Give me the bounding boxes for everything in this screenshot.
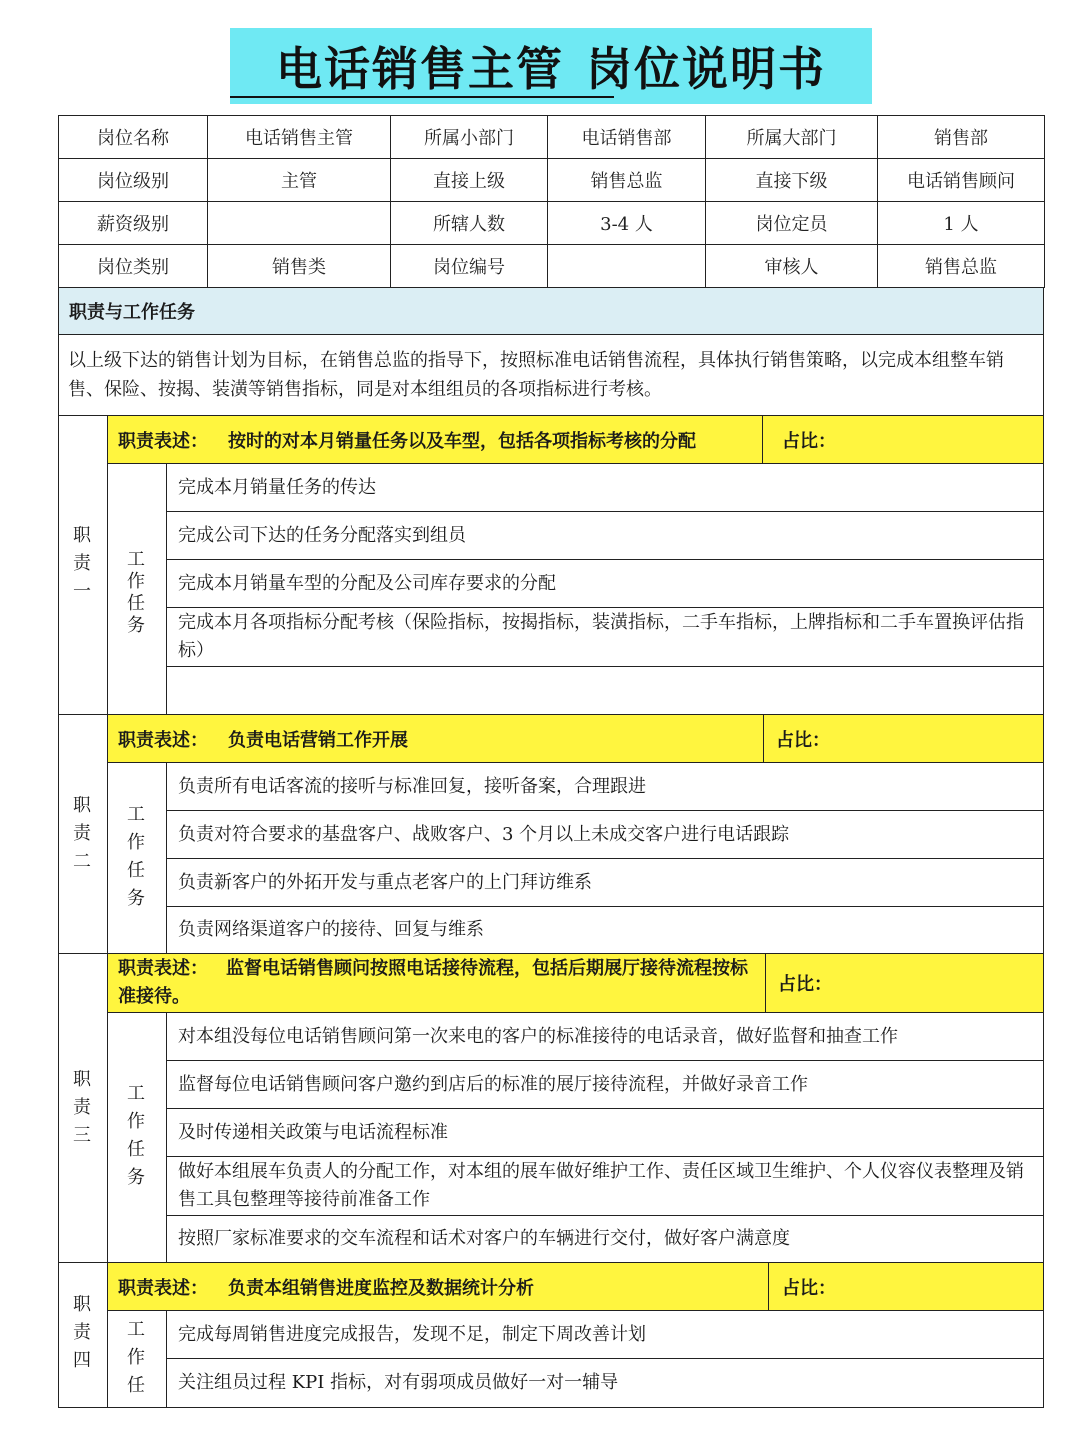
duty-label: 职责表述： <box>118 1277 208 1299</box>
task-item: 完成每周销售进度完成报告，发现不足，制定下周改善计划 <box>178 1323 646 1345</box>
info-row <box>59 116 1045 159</box>
section-header: 职责与工作任务 <box>59 288 1043 334</box>
info-cell: 岗位编号 <box>391 245 548 288</box>
task-item: 按照厂家标准要求的交车流程和话术对客户的车辆进行交付，做好客户满意度 <box>178 1228 790 1249</box>
divider <box>166 1310 167 1408</box>
info-cell <box>208 202 391 245</box>
summary-text: 以上级下达的销售计划为目标，在销售总监的指导下，按照标准电话销售流程，具体执行销售策略，以完成本组整车销售、保险、按揭、装潢等销售指标，同是对本组组员的各项指标进行考核。 <box>68 350 1004 400</box>
info-cell: 所属大部门 <box>706 116 878 159</box>
info-cell: 销售类 <box>208 245 391 288</box>
info-row <box>59 245 1045 288</box>
task-item: 做好本组展车负责人的分配工作，对本组的展车做好维护工作、责任区域卫生维护、个人仪容仪表整理及销售工具包整理等接待前准备工作 <box>178 1161 1024 1210</box>
info-row <box>59 159 1045 202</box>
duty-name: 职 责 二 <box>73 795 91 872</box>
info-row <box>59 202 1045 245</box>
info-cell: 销售总监 <box>548 159 706 202</box>
info-cell: 3-4 人 <box>548 202 706 245</box>
duty-ratio: 占比： <box>782 430 836 452</box>
divider <box>768 1262 769 1310</box>
duty-ratio: 占比： <box>778 974 832 995</box>
divider <box>107 415 108 1408</box>
duty-statement-text: 职责表述： 监督电话销售顾问按照电话接待流程，包括后期展厅接待流程按标准接待。 <box>118 958 748 1007</box>
info-cell: 岗位定员 <box>706 202 878 245</box>
info-cell: 销售总监 <box>878 245 1045 288</box>
duty-statement-text: 负责本组销售进度监控及数据统计分析 <box>228 1277 534 1299</box>
task-item: 完成本月销量任务的传达 <box>178 476 376 498</box>
info-cell: 直接下级 <box>706 159 878 202</box>
divider <box>765 953 766 1012</box>
duty-name: 职 责 四 <box>73 1294 91 1371</box>
info-cell: 销售部 <box>878 116 1045 159</box>
task-item: 完成公司下达的任务分配落实到组员 <box>178 524 466 546</box>
duty-statement <box>118 715 758 762</box>
duty-statement <box>118 416 758 463</box>
divider <box>58 334 1044 335</box>
task-item: 负责网络渠道客户的接待、回复与维系 <box>178 919 484 940</box>
task-label: 工 作 任 务 <box>127 549 145 636</box>
divider <box>763 714 764 762</box>
info-cell: 主管 <box>208 159 391 202</box>
divider <box>166 1012 167 1262</box>
task-item: 及时传递相关政策与电话流程标准 <box>178 1121 448 1143</box>
info-cell: 直接上级 <box>391 159 548 202</box>
task-item: 对本组没每位电话销售顾问第一次来电的客户的标准接待的电话录音，做好监督和抽查工作 <box>178 1025 898 1047</box>
task-label: 工 作 任 务 <box>127 1083 145 1188</box>
info-cell: 电话销售部 <box>548 116 706 159</box>
task-item: 关注组员过程 KPI 指标，对有弱项成员做好一对一辅导 <box>178 1371 619 1393</box>
duty-statement-text: 按时的对本月销量任务以及车型，包括各项指标考核的分配 <box>228 430 696 452</box>
task-item <box>178 667 1038 714</box>
task-item: 负责所有电话客流的接听与标准回复，接听备案，合理跟进 <box>178 775 646 797</box>
task-item: 负责新客户的外拓开发与重点老客户的上门拜访维系 <box>178 871 592 893</box>
info-cell: 电话销售主管 <box>208 116 391 159</box>
info-cell: 所辖人数 <box>391 202 548 245</box>
info-cell: 薪资级别 <box>59 202 208 245</box>
divider <box>166 463 167 714</box>
duty-label: 职责表述： <box>118 729 208 751</box>
info-cell: 岗位类别 <box>59 245 208 288</box>
duty-label: 职责表述： <box>118 958 208 979</box>
info-table <box>58 115 1045 288</box>
info-cell: 岗位级别 <box>59 159 208 202</box>
task-item: 监督每位电话销售顾问客户邀约到店后的标准的展厅接待流程，并做好录音工作 <box>178 1073 808 1095</box>
title-underline <box>230 96 614 98</box>
info-cell: 1 人 <box>878 202 1045 245</box>
task-label: 工 作 任 <box>127 1319 145 1396</box>
task-label: 工 作 任 务 <box>127 804 145 909</box>
divider <box>762 415 763 463</box>
info-cell <box>548 245 706 288</box>
duty-statement-text: 负责电话营销工作开展 <box>228 729 408 751</box>
task-item: 完成本月销量车型的分配及公司库存要求的分配 <box>178 572 556 594</box>
duty-statement <box>118 954 762 1012</box>
duty-name: 职 责 一 <box>73 525 91 602</box>
info-cell: 电话销售顾问 <box>878 159 1045 202</box>
info-cell: 审核人 <box>706 245 878 288</box>
duty-ratio: 占比： <box>776 729 830 751</box>
duty-label: 职责表述： <box>118 430 208 452</box>
task-item: 完成本月各项指标分配考核（保险指标，按揭指标，装潢指标，二手车指标，上牌指标和二手车置换评估指标） <box>178 612 1024 661</box>
info-cell: 所属小部门 <box>391 116 548 159</box>
page-title <box>230 28 872 104</box>
duty-ratio: 占比： <box>782 1277 836 1299</box>
title-main: 电话销售主管 <box>276 42 564 96</box>
title-sub: 岗位说明书 <box>586 42 826 96</box>
info-cell: 岗位名称 <box>59 116 208 159</box>
duty-statement <box>118 1263 758 1310</box>
duty-name: 职 责 三 <box>73 1069 91 1146</box>
task-item: 负责对符合要求的基盘客户、战败客户、3 个月以上未成交客户进行电话跟踪 <box>178 823 790 845</box>
